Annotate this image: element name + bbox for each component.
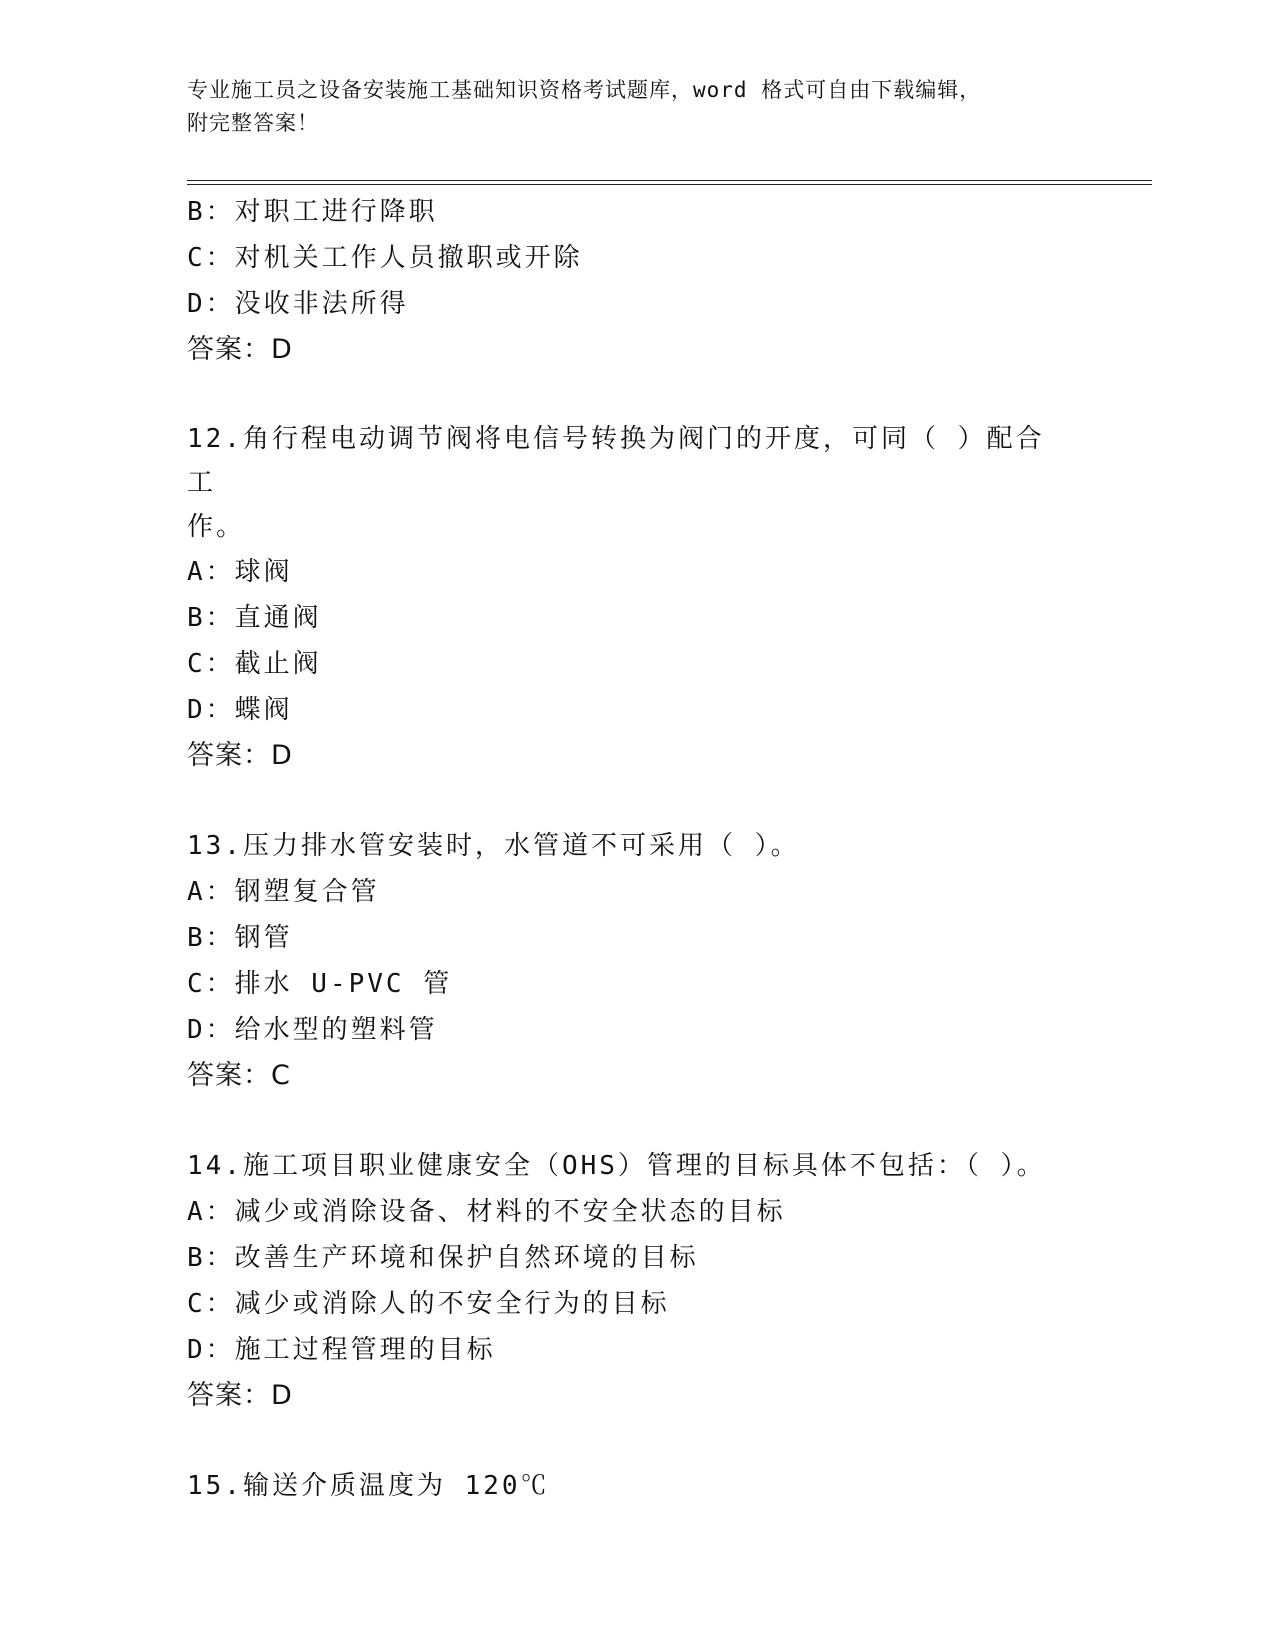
question-stem: 14.施工项目职业健康安全（OHS）管理的目标具体不包括：（ ）。 [187,1151,1046,1181]
question-stem [187,417,1067,549]
option-d: D：蝶阀 [187,695,293,725]
question-15 [187,1463,1152,1509]
option-c: C：对机关工作人员撤职或开除 [187,243,583,273]
question-stem-line-1: 12.角行程电动调节阀将电信号转换为阀门的开度，可同（ ）配合工 [187,424,1045,498]
option-d: D：给水型的塑料管 [187,1015,438,1045]
option-b: B：直通阀 [187,603,322,633]
question-list [187,189,1152,1509]
question-12 [187,417,1152,779]
option-a: A：减少或消除设备、材料的不安全状态的目标 [187,1197,786,1227]
answer-line: 答案：D [187,334,293,365]
option-b: B：对职工进行降职 [187,197,438,227]
question-13 [187,823,1152,1099]
header-divider [187,180,1152,185]
answer-line: 答案：D [187,1380,293,1411]
option-a: A：球阀 [187,557,293,587]
question-stem: 15.输送介质温度为 120℃ [187,1471,550,1501]
question-14 [187,1143,1152,1419]
header-line-2: 附完整答案！ [187,111,319,135]
document-page [187,0,1152,1650]
option-a: A：钢塑复合管 [187,877,380,907]
option-b: B：改善生产环境和保护自然环境的目标 [187,1243,699,1273]
option-c: C：截止阀 [187,649,322,679]
answer-line: 答案：C [187,1060,291,1091]
answer-line: 答案：D [187,740,293,771]
document-header [187,74,1087,140]
question-stem: 13.压力排水管安装时，水管道不可采用（ ）。 [187,831,800,861]
option-d: D：施工过程管理的目标 [187,1335,496,1365]
option-d: D：没收非法所得 [187,289,409,319]
option-c: C：排水 U-PVC 管 [187,969,453,999]
question-stem-line-2: 作。 [187,512,246,542]
option-b: B：钢管 [187,923,293,953]
option-c: C：减少或消除人的不安全行为的目标 [187,1289,670,1319]
header-line-1: 专业施工员之设备安装施工基础知识资格考试题库，word 格式可自由下载编辑， [187,78,982,102]
question-11-continued [187,189,1152,373]
